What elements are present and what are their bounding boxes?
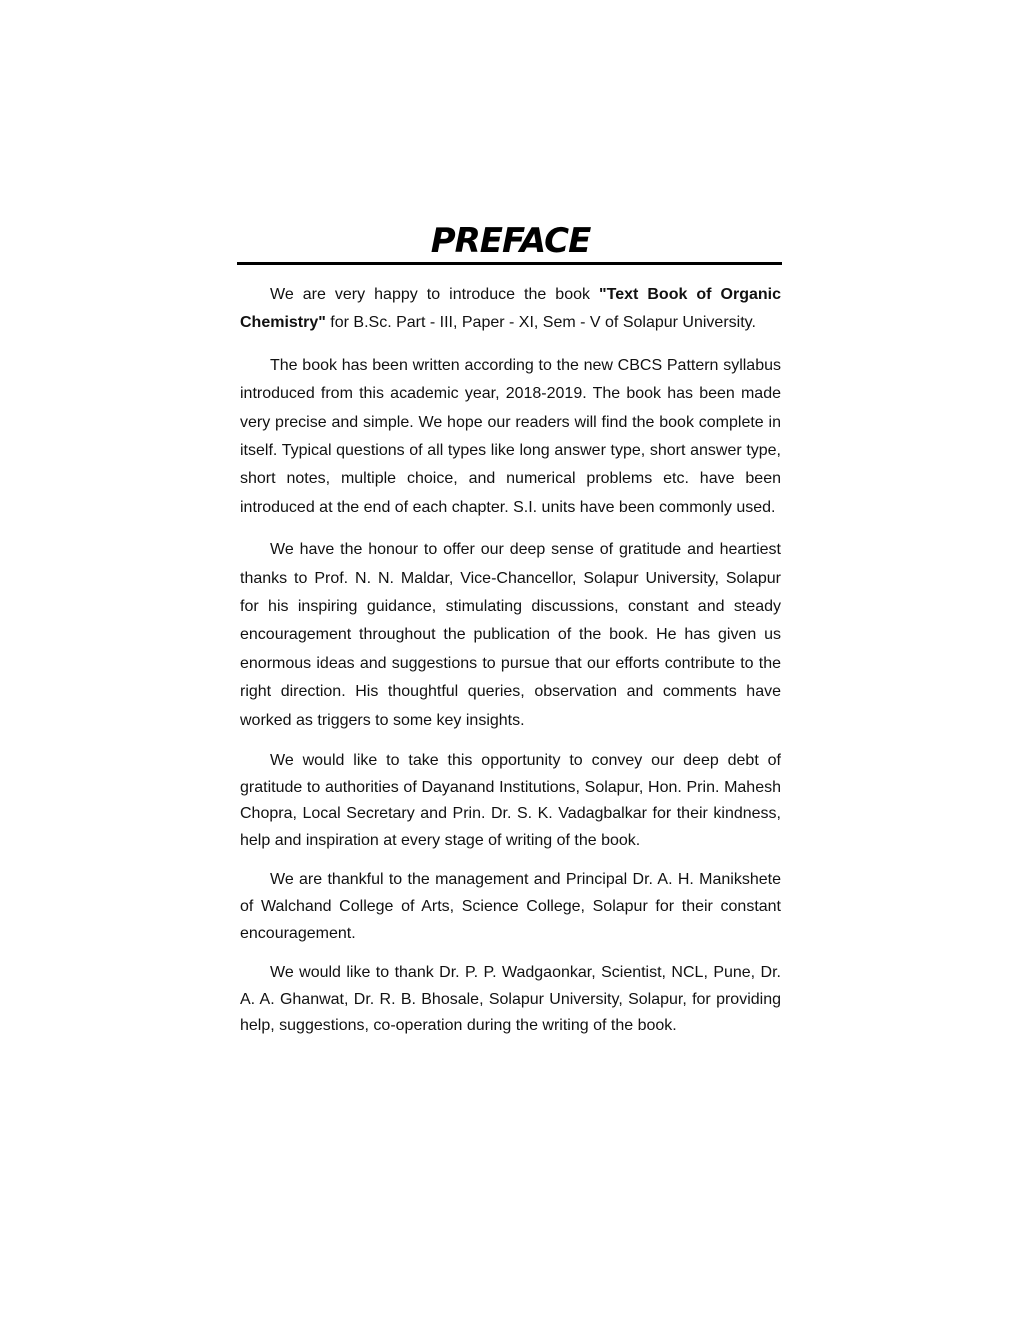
paragraph-introduction	[240, 281, 781, 338]
paragraph-thanks-colleagues: We would like to thank Dr. P. P. Wadgaonkar, Scientist, NCL, Pune, Dr. A. A. Ghanwat, Dr. R. B. Bhosale, Solapur University, Solapur, for providing help, suggestions, co-operation during the writing of the book.	[240, 964, 781, 1035]
paragraph-gratitude-vc: We have the honour to offer our deep sense of gratitude and heartiest thanks to Prof. N. N. Maldar, Vice-Chancellor, Solapur University, Solapur for his inspiring guidance, stimulating discussions, constant and steady encouragement throughout the publication of the book. He has given us enormous ideas and suggestions to pursue that our efforts contribute to the right direction. His thoughtful queries, observation and comments have worked as triggers to some key insights.	[240, 541, 781, 729]
intro-text-after: for B.Sc. Part - III, Paper - XI, Sem - V of Solapur University.	[325, 314, 756, 332]
paragraph-gratitude-institution: We would like to take this opportunity to convey our deep debt of gratitude to authorities of Dayanand Institutions, Solapur, Hon. Prin. Mahesh Chopra, Local Secretary and Prin. Dr. S. K. Vadagbalkar for their kindness, help and inspiration at every stage of writing of the book.	[240, 752, 781, 849]
paragraph-thanks-principal: We are thankful to the management and Principal Dr. A. H. Manikshete of Walchand College of Arts, Science College, Solapur for their constant encouragement.	[240, 871, 781, 942]
page-title: PREFACE	[430, 221, 591, 261]
preface-page	[240, 222, 781, 1040]
paragraph-syllabus: The book has been written according to the new CBCS Pattern syllabus introduced from this academic year, 2018-2019. The book has been made very precise and simple. We hope our readers will find the book complete in itself. Typical questions of all types like long answer type, short answer type, short notes, multiple choice, and numerical problems etc. have been introduced at the end of each chapter. S.I. units have been commonly used.	[240, 356, 781, 516]
title-underline	[237, 262, 782, 265]
book-title: "Text Book of Organic Chemistry"	[240, 286, 781, 332]
intro-text-before: We are very happy to introduce the book	[270, 286, 600, 303]
